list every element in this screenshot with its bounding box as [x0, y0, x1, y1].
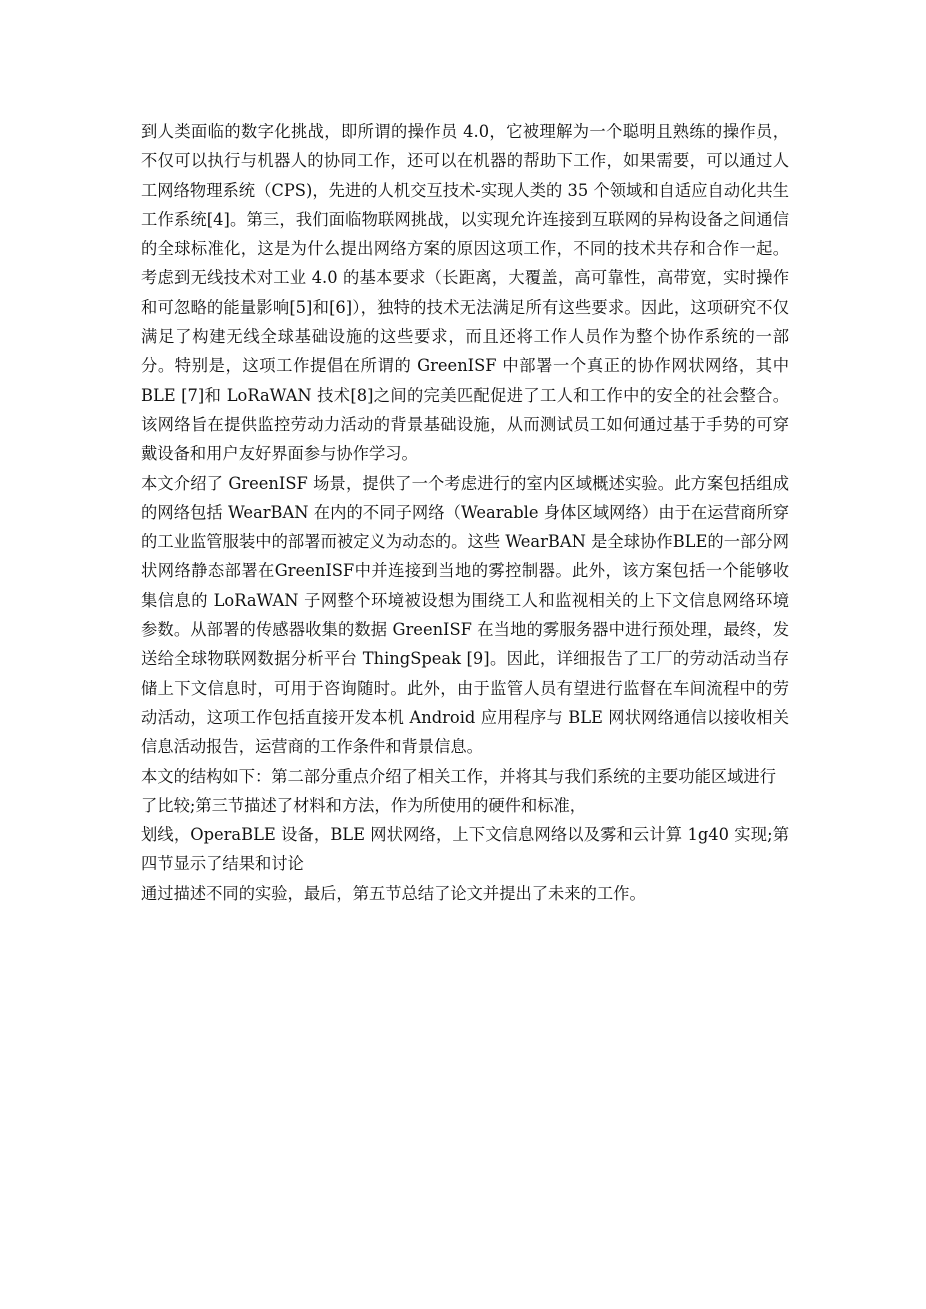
paragraph-structure-part1: 本文的结构如下：第二部分重点介绍了相关工作，并将其与我们系统的主要功能区域进行了比较;第三节描述了材料和方法，作为所使用的硬件和标准， — [141, 766, 776, 815]
paragraph-greenisf-scenario: 本文介绍了 GreenISF 场景，提供了一个考虑进行的室内区域概述实验。此方案包括组成的网络包括 WearBAN 在内的不同子网络（Wearable 身体区域网络）由于在运营商所穿的工业监管服装中的部署而被定义为动态的。这些 WearBAN 是全球协作BLE的一部分网状网络静态部署在GreenISF中并连接到当地的雾控制器。此外，该方案包括一个能够收集信息的 LoRaWAN 子网整个环境被设想为围绕工人和监视相关的上下文信息网络环境参数。从部署的传感器收集的数据 GreenISF 在当地的雾服务器中进行预处理，最终，发送给全球物联网数据分析平台 ThingSpeak [9]。因此，详细报告了工厂的劳动活动当存储上下文信息时，可用于咨询随时。此外，由于监管人员有望进行监督在车间流程中的劳动活动，这项工作包括直接开发本机 Android 应用程序与 BLE 网状网络通信以接收相关信息活动报告，运营商的工作条件和背景信息。 — [141, 473, 789, 757]
paragraph-structure-part2: 划线，OperaBLE 设备，BLE 网状网络，上下文信息网络以及雾和云计算 1g40 实现;第四节显示了结果和讨论 — [141, 825, 789, 874]
document-body — [141, 117, 789, 908]
paragraph-intro-continued: 到人类面临的数字化挑战，即所谓的操作员 4.0，它被理解为一个聪明且熟练的操作员，不仅可以执行与机器人的协同工作，还可以在机器的帮助下工作，如果需要，可以通过人工网络物理系统（CPS)，先进的人机交互技术-实现人类的 35 个领域和自适应自动化共生工作系统[4]。第三，我们面临物联网挑战，以实现允许连接到互联网的异构设备之间通信的全球标准化，这是为什么提出网络方案的原因这项工作，不同的技术共存和合作一起。考虑到无线技术对工业 4.0 的基本要求（长距离，大覆盖，高可靠性，高带宽，实时操作和可忽略的能量影响[5]和[6]），独特的技术无法满足所有这些要求。因此，这项研究不仅满足了构建无线全球基础设施的这些要求，而且还将工作人员作为整个协作系统的一部分。特别是，这项工作提倡在所谓的 GreenISF 中部署一个真正的协作网状网络，其中 BLE [7]和 LoRaWAN 技术[8]之间的完美匹配促进了工人和工作中的安全的社会整合。该网络旨在提供监控劳动力活动的背景基础设施，从而测试员工如何通过基于手势的可穿戴设备和用户友好界面参与协作学习。 — [141, 122, 790, 464]
paragraph-structure-part3: 通过描述不同的实验，最后，第五节总结了论文并提出了未来的工作。 — [141, 883, 646, 903]
